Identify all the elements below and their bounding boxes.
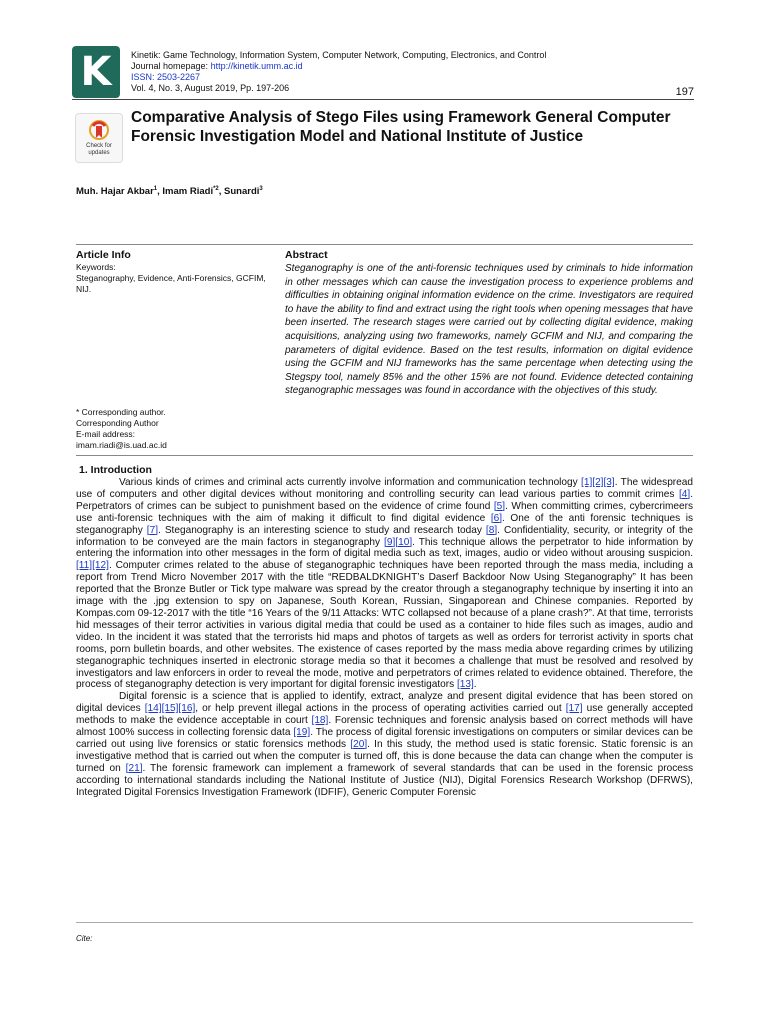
author-3: Sunardi [224,186,260,198]
journal-logo: K [72,46,120,98]
citation-link[interactable]: [13] [456,679,474,691]
citation-link[interactable]: [8] [485,524,498,536]
citation-link[interactable]: [10] [395,536,413,548]
citation-link[interactable]: [4] [678,488,691,500]
article-info-heading: Article Info [76,249,131,261]
header-rule [72,99,694,100]
citation-link[interactable]: [11] [76,560,93,572]
corr-line3: E-mail address: [76,429,136,439]
section-rule-top [76,244,693,245]
body-text [76,477,693,798]
keywords-label: Keywords: [76,262,116,272]
check-for-updates-badge[interactable] [75,113,123,163]
paper-title: Comparative Analysis of Stego Files using Framework General Computer Forensic Investigation Model and National Institute of Justice [131,109,671,145]
section-heading-introduction: 1. Introduction [79,464,152,476]
bookmark-icon [89,120,109,142]
homepage-link[interactable]: http://kinetik.umm.ac.id [210,61,303,71]
abstract-text: Steganography is one of the anti-forensic techniques used by criminals to hide information in other messages which can cause the investigation process to experience problems and difficulties in obtaining original information evidence on the crime. Investigators are required to have the ability to find and extract using the right tools when opening messages that have been inserted. The research stages were carried out by collecting digital evidence, making acquisitions, analyzing using two frameworks, namely GCFIM and NIJ, and comparing the parameters of digital evidence. Based on the test results, information on digital evidence using the GCFIM and NIJ frameworks has the same percentage when detecting using the Stegspy tool, namely 85% and the other 15% are not found. Evidence detected containing steganographic messages was found in accordance with the objectives of this study. [285,263,693,397]
citation-link[interactable]: [1] [581,477,593,488]
corr-line2: Corresponding Author [76,418,159,428]
paragraph-1: Various kinds of crimes and criminal acts currently involve information and communication technology [1][2][3]. The widespread use of computers and other digital devices without monitoring and controlling security can lead various parties to commit crimes [4]. Perpetrators of crimes can be subject to punishment based on the evidence of crime found [5]. When committing crimes, cybercrimeers use anti-forensic techniques with the aim of making it difficult to find digital evidence [6]. One of the anti forensic techniques is steganography [7]. Steganography is an interesting science to study and research today [8]. Confidentiality, security, or integrity of the information to be conveyed are the main factors in steganography [9][10]. This technique allows the perpetrator to hide information by entering the information into other messages in the form of digital media such as text, images, audio or video without arousing suspicion. [11][12]. Computer crimes related to the abuse of steganographic techniques have been reported through the mass media, including a report from Trend Micro November 2017 with the title “REDBALDKNIGHT’s Daserf Backdoor Now Using Steganography” It has been reported that the Bronze Butler or Tick type malware was spread by the creator through a steganography technique by inserting it into an image with the .jpg extension to spy on Japanese, South Korean, Russian, Singaporean and Chinese companies. Reported by Kompas.com 09-12-2017 with the title “16 Years of the 9/11 Attacks: WTC collapsed not because of a plane crash?”. At that time, terrorists hid messages of their terror activities in various digital media that could be used as a container to hide files such as images, audio and video. In the incident it was stated that the terrorists hid maps and photos of targets as well as orders for terrorist activity in sports chat rooms, porn bulletin boards, and other websites. The existence of cases reported by the mass media above regarding crimes by utilizing steganographic techniques inserted in electronic storage media so that it becomes a challenge that must be resolved and resolved by investigators and law enforcers in order to reveal the mode, motive and perpetrators of crimes related to evidence obtained. Therefore, the process of steganography detection is very important for digital forensic investigators [13]. [76,477,694,691]
corr-line1: * Corresponding author. [76,407,166,417]
citation-link[interactable]: [12] [92,560,109,572]
citation-link[interactable]: [14] [144,703,162,715]
badge-line1: Check for [86,142,112,149]
journal-issn: ISSN: 2503-2267 [131,72,201,82]
citation-link[interactable]: [21] [125,762,143,774]
corr-email: imam.riadi@is.uad.ac.id [76,440,167,450]
citation-link[interactable]: [16] [178,703,196,715]
journal-header [131,50,691,94]
citation-link[interactable]: [19] [293,727,311,739]
journal-name: Kinetik: Game Technology, Information System, Computer Network, Computing, Electronics, and Control [131,50,547,60]
citation-link[interactable]: [9] [384,536,396,548]
footer-rule [76,922,693,923]
citation-link[interactable]: [7] [146,524,159,536]
citation-link[interactable]: [5] [493,500,506,512]
section-rule-bottom [76,455,693,456]
author-2: Imam Riadi [162,186,214,198]
correspondence-block [76,407,266,451]
citation-link[interactable]: [20] [350,738,368,750]
citation-link[interactable]: [15] [161,703,179,715]
page-number: 197 [675,86,694,98]
author-3-sup: 3 [259,186,263,192]
badge-line2: updates [88,149,110,156]
keywords-text: Steganography, Evidence, Anti-Forensics, GCFIM, NIJ. [76,273,266,294]
author-1: Muh. Hajar Akbar [76,186,154,198]
author-2-sup: *2 [213,186,219,192]
paragraph-2: Digital forensic is a science that is applied to identify, extract, analyze and present digital evidence that has been stored on digital devices [14][15][16], or help prevent illegal actions in the process of operating activities carried out [17] use generally accepted methods to make the evidence acceptable in court [18]. Forensic techniques and forensic analysis based on correct methods will have almost 100% success in collecting forensic data [19]. The process of digital forensic investigations on computers or similar devices can be carried out using live forensics or static forensics methods [20]. In this study, the method used is static forensic. Static forensic is an investigative method that is carried out when the computer is turned off, this is done because the data can change when the computer is turned on [21]. The forensic framework can implement a framework of several standards that can be used in the forensic process according to international standards including the National Institute of Justice (NIJ), Digital Forensics Research Workshop (DFRWS), Integrated Digital Forensics Investigation Framework (IDFIF), Generic Computer Forensic [76,691,693,798]
citation-link[interactable]: [17] [565,703,583,715]
abstract-heading: Abstract [285,249,328,261]
author-list: Muh. Hajar Akbar$^1$, Imam Riadi$^{*2}$, Sunardi$^3$ [76,186,263,198]
citation-link[interactable]: [18] [311,715,329,727]
cite-label: Cite: [76,934,93,943]
citation-link[interactable]: [2] [592,477,604,488]
author-1-sup: 1 [153,186,158,192]
journal-homepage: Journal homepage: http://kinetik.umm.ac.id [131,61,303,71]
citation-link[interactable]: [3] [603,477,615,488]
journal-volume: Vol. 4, No. 3, August 2019, Pp. 197-206 [131,83,290,93]
citation-link[interactable]: [6] [490,512,503,524]
